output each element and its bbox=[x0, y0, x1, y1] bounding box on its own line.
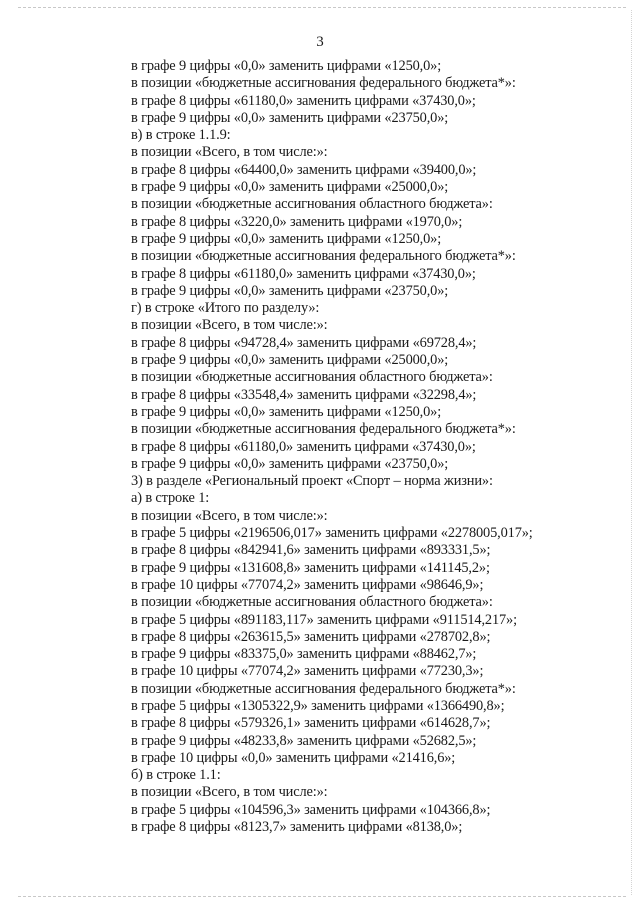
document-line: в позиции «Всего, в том числе:»: bbox=[131, 507, 328, 524]
document-line: в графе 9 цифры «0,0» заменить цифрами «1250,0»; bbox=[131, 230, 442, 247]
scan-edge-top bbox=[18, 7, 626, 8]
document-line: в графе 9 цифры «0,0» заменить цифрами «25000,0»; bbox=[131, 352, 449, 369]
document-line: в графе 8 цифры «3220,0» заменить цифрами «1970,0»; bbox=[131, 213, 463, 230]
document-line: в графе 9 цифры «131608,8» заменить цифрами «141145,2»; bbox=[131, 559, 490, 576]
document-line: в графе 10 цифры «77074,2» заменить цифрами «98646,9»; bbox=[131, 576, 484, 593]
document-line: в графе 9 цифры «48233,8» заменить цифрами «52682,5»; bbox=[131, 732, 477, 749]
document-line: в графе 8 цифры «61180,0» заменить цифрами «37430,0»; bbox=[131, 438, 476, 455]
document-line: в позиции «Всего, в том числе:»: bbox=[131, 317, 328, 334]
document-line: в графе 8 цифры «61180,0» заменить цифрами «37430,0»; bbox=[131, 92, 476, 109]
document-line: в графе 10 цифры «0,0» заменить цифрами «21416,6»; bbox=[131, 749, 456, 766]
document-line: в позиции «бюджетные ассигнования федерального бюджета*»: bbox=[131, 248, 516, 265]
page-number: 3 bbox=[316, 34, 324, 50]
document-line: в графе 8 цифры «64400,0» заменить цифрами «39400,0»; bbox=[131, 161, 477, 178]
document-line: в графе 8 цифры «263615,5» заменить цифрами «278702,8»; bbox=[131, 628, 491, 645]
document-line: в графе 5 цифры «1305322,9» заменить цифрами «1366490,8»; bbox=[131, 697, 505, 714]
document-line: в позиции «бюджетные ассигнования областного бюджета»: bbox=[131, 369, 493, 386]
document-line: в графе 8 цифры «579326,1» заменить цифрами «614628,7»; bbox=[131, 715, 491, 732]
document-line: в графе 5 цифры «2196506,017» заменить цифрами «2278005,017»; bbox=[131, 525, 533, 542]
document-line: в графе 9 цифры «0,0» заменить цифрами «23750,0»; bbox=[131, 455, 449, 472]
document-line: в позиции «бюджетные ассигнования федерального бюджета*»: bbox=[131, 680, 516, 697]
document-line: в графе 10 цифры «77074,2» заменить цифрами «77230,3»; bbox=[131, 663, 484, 680]
document-line: в графе 9 цифры «0,0» заменить цифрами «23750,0»; bbox=[131, 282, 449, 299]
document-line: в графе 8 цифры «8123,7» заменить цифрами «8138,0»; bbox=[131, 819, 463, 836]
document-line: в графе 8 цифры «33548,4» заменить цифрами «32298,4»; bbox=[131, 386, 477, 403]
document-line: в позиции «бюджетные ассигнования областного бюджета»: bbox=[131, 594, 493, 611]
document-line: в графе 8 цифры «94728,4» заменить цифрами «69728,4»; bbox=[131, 334, 477, 351]
document-line: в графе 8 цифры «61180,0» заменить цифрами «37430,0»; bbox=[131, 265, 476, 282]
document-line: а) в строке 1: bbox=[131, 490, 210, 507]
document-line: в графе 9 цифры «0,0» заменить цифрами «1250,0»; bbox=[131, 403, 442, 420]
scan-edge-right bbox=[631, 10, 632, 895]
document-text-block bbox=[131, 58, 611, 836]
document-line: в графе 5 цифры «104596,3» заменить цифрами «104366,8»; bbox=[131, 801, 491, 818]
document-line: в позиции «Всего, в том числе:»: bbox=[131, 784, 328, 801]
document-line: в позиции «Всего, в том числе:»: bbox=[131, 144, 328, 161]
document-line: г) в строке «Итого по разделу»: bbox=[131, 300, 320, 317]
document-line: в графе 5 цифры «891183,117» заменить цифрами «911514,217»; bbox=[131, 611, 517, 628]
scan-edge-bottom bbox=[18, 896, 626, 897]
document-line: в) в строке 1.1.9: bbox=[131, 127, 231, 144]
document-line: в графе 8 цифры «842941,6» заменить цифрами «893331,5»; bbox=[131, 542, 491, 559]
document-line: 3) в разделе «Региональный проект «Спорт – норма жизни»: bbox=[131, 473, 493, 490]
document-line: в графе 9 цифры «0,0» заменить цифрами «25000,0»; bbox=[131, 179, 449, 196]
document-line: в графе 9 цифры «0,0» заменить цифрами «23750,0»; bbox=[131, 109, 449, 126]
document-line: в позиции «бюджетные ассигнования федерального бюджета*»: bbox=[131, 421, 516, 438]
document-line: в позиции «бюджетные ассигнования федерального бюджета*»: bbox=[131, 75, 516, 92]
document-line: б) в строке 1.1: bbox=[131, 767, 221, 784]
document-line: в графе 9 цифры «83375,0» заменить цифрами «88462,7»; bbox=[131, 646, 477, 663]
document-line: в позиции «бюджетные ассигнования областного бюджета»: bbox=[131, 196, 493, 213]
document-line: в графе 9 цифры «0,0» заменить цифрами «1250,0»; bbox=[131, 58, 442, 74]
